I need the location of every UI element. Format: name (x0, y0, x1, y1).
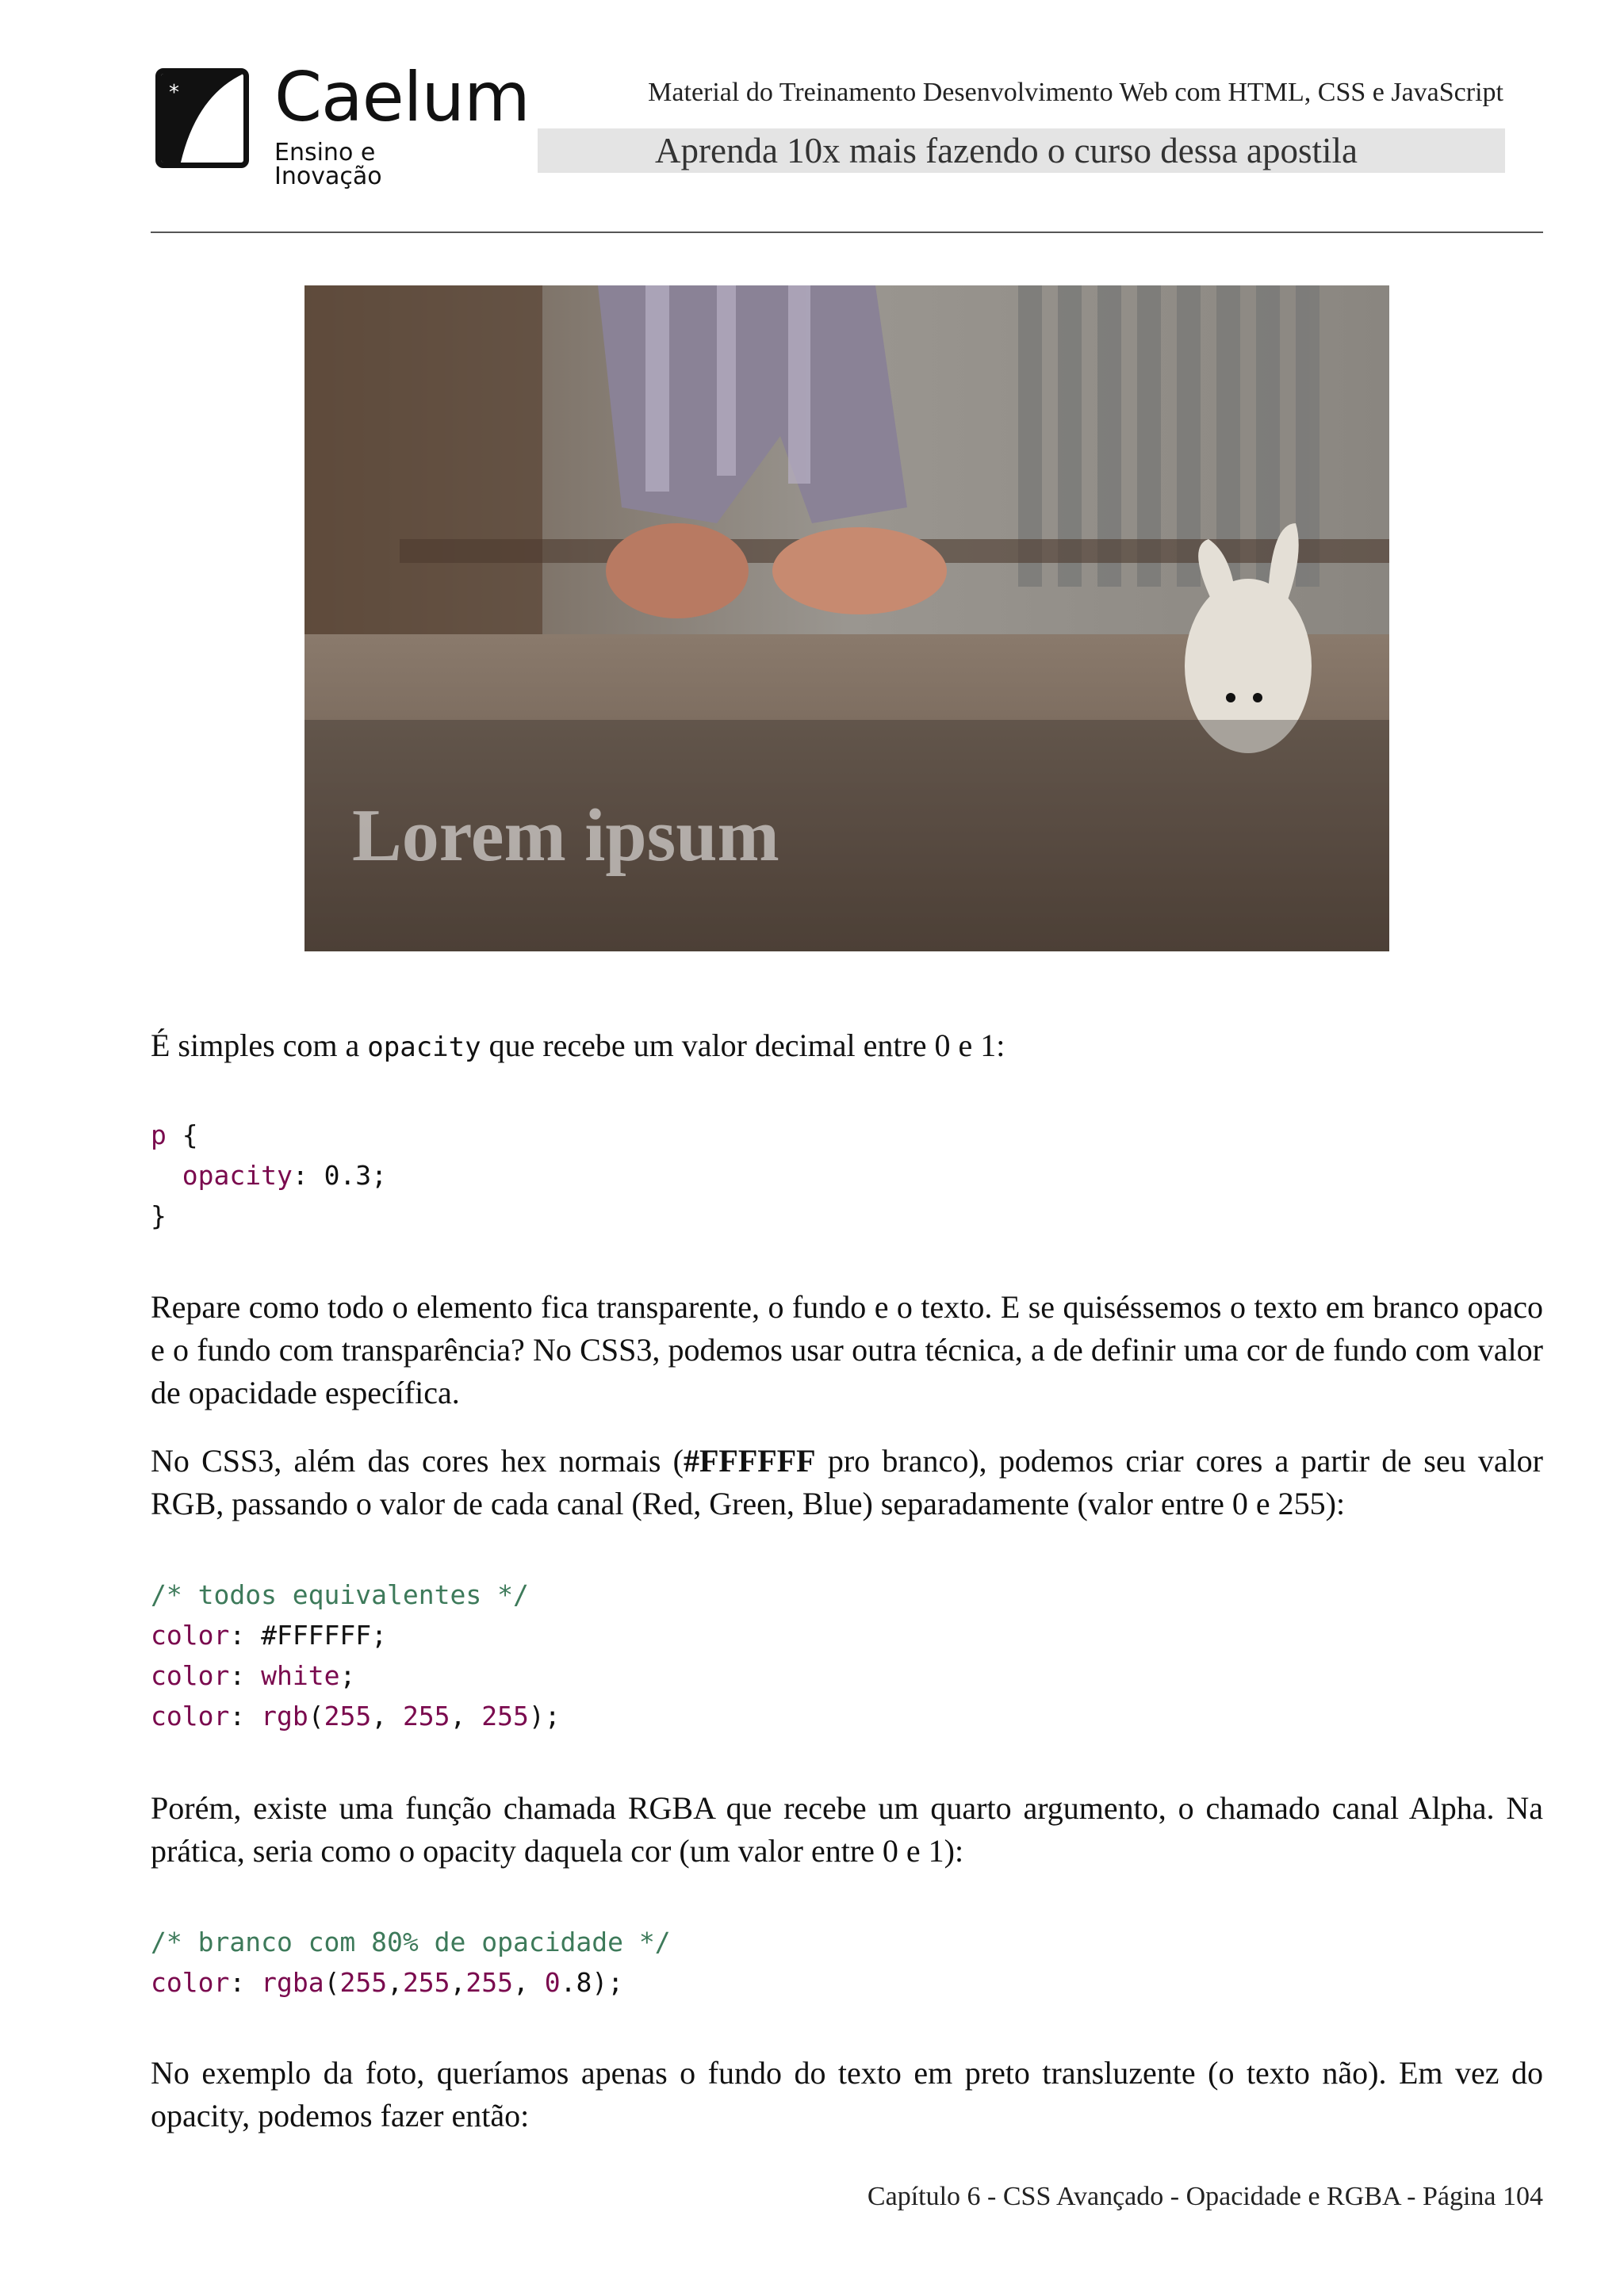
page-footer: Capítulo 6 - CSS Avançado - Opacidade e RGBA - Página 104 (867, 2182, 1543, 2211)
logo-mark-icon (155, 68, 249, 168)
code-block-opacity (151, 1115, 387, 1236)
code-line1-property: color (151, 1620, 230, 1651)
code-comma2: , (450, 1967, 466, 1998)
logo-tagline: Ensino e Inovação (274, 139, 382, 190)
header-divider (151, 232, 1543, 233)
code-line3-red: 255 (324, 1701, 372, 1732)
code-function: rgba (261, 1967, 324, 1998)
caelum-logo (155, 58, 530, 190)
inline-code-opacity: opacity (367, 1031, 481, 1063)
code-close-brace: } (151, 1200, 167, 1231)
paragraph-5: No exemplo da foto, queríamos apenas o fundo do texto em preto transluzente (o texto não). Em vez do opacity, podemos fazer então: (151, 2055, 1543, 2133)
logo-wordmark: Caelum (274, 58, 530, 137)
p3-text-end: pro branco), podemos criar cores a partir de seu valor RGB, passando o valor de cada canal (Red, Green, Blue) separadamente (valor entre 0 e 255): (151, 1443, 1544, 1521)
code-line2-end: ; (339, 1660, 356, 1691)
code-line3-sep: : (229, 1701, 262, 1732)
code-red: 255 (339, 1967, 388, 1998)
code-line3-comma2: , (450, 1701, 482, 1732)
code-property: opacity (182, 1160, 293, 1191)
code-line3-blue: 255 (481, 1701, 529, 1732)
header-banner[interactable] (538, 128, 1505, 173)
code-line3-property: color (151, 1701, 230, 1732)
code-comment: /* branco com 80% de opacidade */ (151, 1927, 671, 1957)
code-sep: : (229, 1967, 262, 1998)
code-line2-sep: : (229, 1660, 262, 1691)
code-open-brace: { (166, 1119, 198, 1150)
overlay-text: Lorem ipsum (352, 794, 779, 877)
code-line3-paren: ( (308, 1701, 324, 1732)
paragraph-3 (151, 1440, 1543, 1525)
example-photo (304, 285, 1389, 951)
code-comma3: , (513, 1967, 545, 1998)
code-value: : 0.3; (292, 1160, 388, 1191)
paragraph-2: Repare como todo o elemento fica transparente, o fundo e o texto. E se quiséssemos o texto em branco opaco e o fundo com transparência? No CSS3, podemos usar outra técnica, a de definir uma cor de fundo com valor de opacidade específica. (151, 1289, 1543, 1410)
header-title: Material do Treinamento Desenvolvimento Web com HTML, CSS e JavaScript (648, 78, 1503, 107)
paragraph-1 (151, 1024, 1543, 1069)
code-comma1: , (387, 1967, 403, 1998)
code-line3-end: ); (528, 1701, 561, 1732)
code-paren: ( (324, 1967, 340, 1998)
code-block-colors (151, 1575, 561, 1736)
code-line3-comma1: , (371, 1701, 403, 1732)
svg-text:*: * (169, 81, 179, 105)
p3-hex-white: #FFFFFF (684, 1443, 816, 1479)
p1-text-end: que recebe um valor decimal entre 0 e 1: (481, 1027, 1005, 1063)
code-line3-green: 255 (402, 1701, 450, 1732)
code-green: 255 (402, 1967, 450, 1998)
code-line1-value: : #FFFFFF; (229, 1620, 388, 1651)
p3-text-start: No CSS3, além das cores hex normais ( (151, 1443, 684, 1479)
code-selector: p (151, 1119, 167, 1150)
code-line2-property: color (151, 1660, 230, 1691)
code-line2-value: white (261, 1660, 340, 1691)
paragraph-4: Porém, existe uma função chamada RGBA que recebe um quarto argumento, o chamado canal Alpha. Na prática, seria como o opacity daquela cor (um valor entre 0 e 1): (151, 1790, 1543, 1869)
code-alpha: 0 (544, 1967, 561, 1998)
code-property: color (151, 1967, 230, 1998)
code-line3-function: rgb (261, 1701, 308, 1732)
page-header (0, 0, 1624, 238)
code-blue: 255 (465, 1967, 514, 1998)
p1-text-start: É simples com a (151, 1027, 368, 1063)
header-banner-text[interactable]: Aprenda 10x mais fazendo o curso dessa apostila (655, 131, 1358, 170)
code-end: .8); (560, 1967, 624, 1998)
code-comment: /* todos equivalentes */ (151, 1579, 529, 1610)
code-block-rgba (151, 1922, 671, 2003)
